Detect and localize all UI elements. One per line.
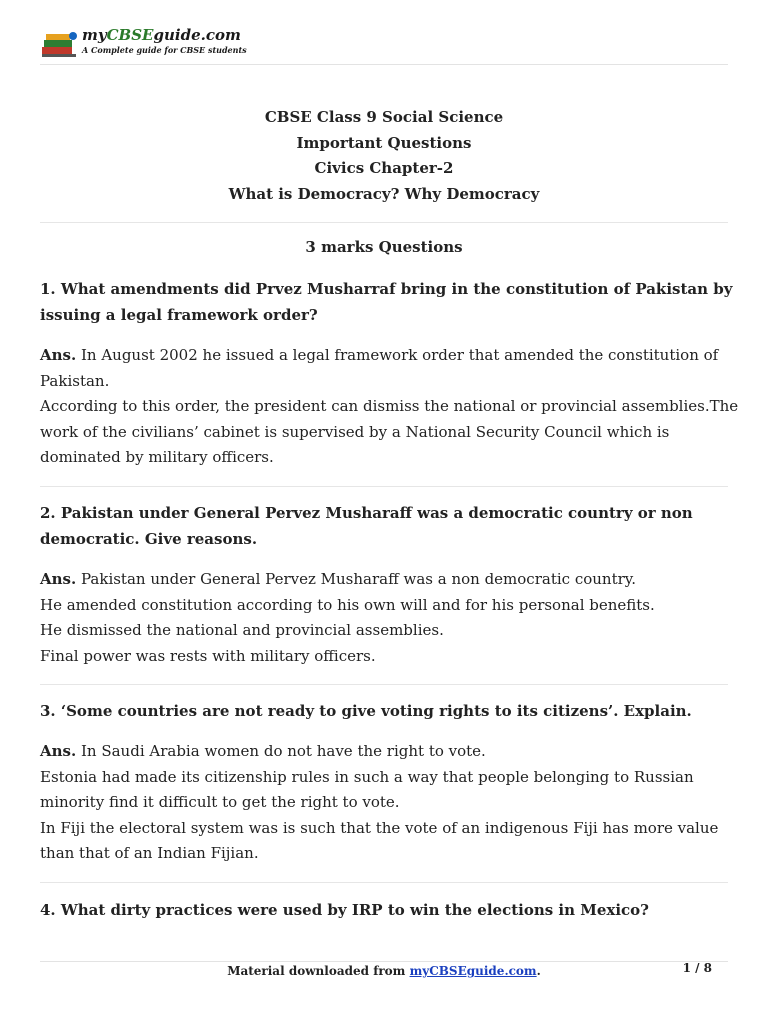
answer-line: In Fiji the electoral system was is such that the vote of an indigenous Fiji has more value (40, 818, 719, 837)
answer-line: Final power was rests with military officers. (40, 646, 376, 665)
answer-line: minority find it difficult to get the right to vote. (40, 793, 400, 811)
answer-line: In Saudi Arabia women do not have the right to vote. (76, 742, 486, 760)
site-logo[interactable] (40, 26, 250, 60)
question-line: 4. What dirty practices were used by IRP to win the elections in Mexico? (40, 901, 649, 919)
answer-1 (40, 343, 739, 471)
question-line: issuing a legal framework order? (40, 305, 318, 324)
question-line: democratic. Give reasons. (40, 529, 258, 548)
question-line: 2. Pakistan under General Pervez Musharaff was a democratic country or non (40, 504, 693, 522)
title-line: Civics Chapter-2 (314, 159, 454, 177)
question-1 (40, 277, 733, 328)
answer-line: dominated by military officers. (40, 448, 274, 466)
divider (40, 222, 728, 223)
answer-line: than that of an Indian Fijian. (40, 844, 259, 862)
footer-credit (40, 964, 728, 978)
footer-suffix: . (536, 964, 541, 978)
answer-line: Pakistan. (40, 371, 110, 390)
question-line: 3. ‘Some countries are not ready to give voting rights to its citizens’. Explain. (40, 702, 692, 720)
question-4 (40, 898, 728, 924)
divider (40, 684, 728, 685)
answer-line: According to this order, the president can dismiss the national or provincial assemblies.The (40, 397, 739, 415)
answer-3 (40, 739, 730, 867)
title-line: Important Questions (296, 133, 472, 152)
answer-2 (40, 567, 730, 669)
page-number: 1 / 8 (682, 961, 712, 975)
question-3 (40, 699, 728, 725)
answer-line: Pakistan under General Pervez Musharaff was a non democratic country. (76, 570, 637, 588)
title-line: CBSE Class 9 Social Science (264, 108, 504, 126)
answer-label: Ans. (40, 346, 77, 364)
title-line: What is Democracy? Why Democracy (228, 184, 540, 203)
question-2 (40, 501, 728, 552)
footer-divider (40, 961, 728, 962)
logo-title: myCBSEguide.com (82, 26, 241, 44)
answer-line: work of the civilians’ cabinet is supervised by a National Security Council which is (40, 422, 670, 441)
divider (40, 486, 728, 487)
footer-link[interactable]: myCBSEguide.com (409, 964, 537, 978)
page-header (40, 24, 728, 65)
answer-line: In August 2002 he issued a legal framework order that amended the constitution of (76, 346, 719, 364)
answer-line: Estonia had made its citizenship rules in such a way that people belonging to Russian (40, 767, 694, 786)
answer-line: He amended constitution according to his own will and for his personal benefits. (40, 595, 655, 614)
answer-line: He dismissed the national and provincial assemblies. (40, 621, 444, 639)
logo-tagline: A Complete guide for CBSE students (82, 45, 247, 55)
section-heading: 3 marks Questions (305, 238, 463, 256)
books-logo-icon (40, 30, 78, 58)
footer-prefix: Material downloaded from (227, 964, 410, 978)
divider (40, 882, 728, 883)
question-line: 1. What amendments did Prvez Musharraf bring in the constitution of Pakistan by (40, 280, 733, 298)
document-title-block (40, 105, 728, 207)
answer-label: Ans. (40, 570, 77, 588)
answer-label: Ans. (40, 742, 77, 760)
